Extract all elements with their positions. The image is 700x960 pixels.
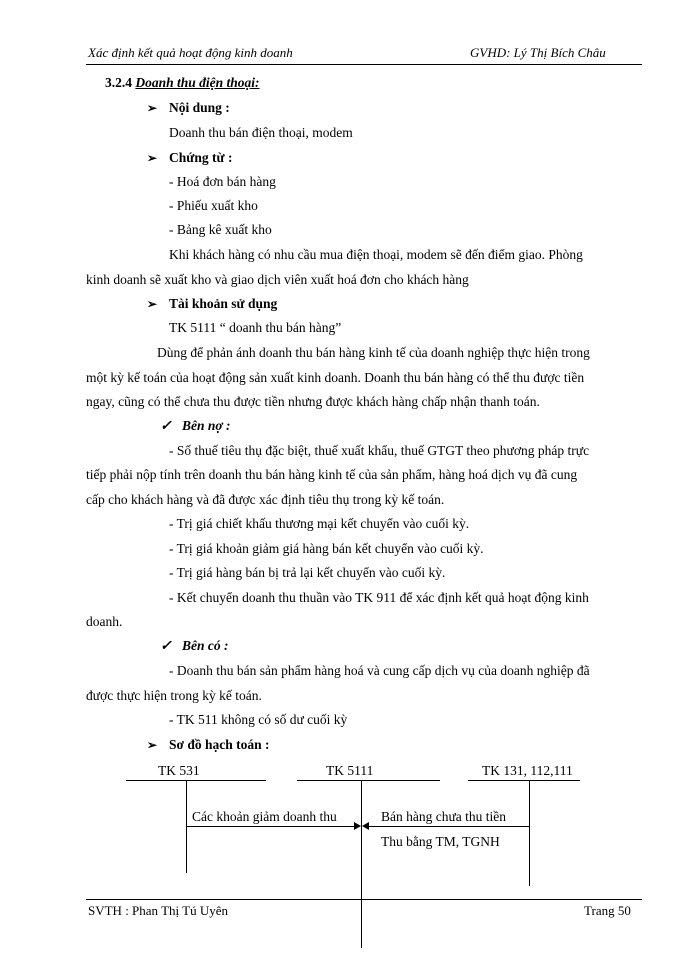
arrow-bullet-icon: ➢ xyxy=(147,151,158,165)
tai-khoan-desc-line2: một kỳ kế toán của hoạt động sản xuất kinh doanh. Doanh thu bán hàng có thể thu được tiền xyxy=(86,370,585,385)
flow-left-line xyxy=(186,826,354,827)
chung-tu-item: - Bảng kê xuất kho xyxy=(169,222,272,237)
tk-531-top-line xyxy=(126,780,266,781)
ben-co-heading: ✓ Bên có : xyxy=(160,638,229,654)
arrow-bullet-icon: ➢ xyxy=(147,101,158,115)
check-icon: ✓ xyxy=(160,419,172,434)
flow-left-label: Các khoản giảm doanh thu xyxy=(192,809,337,824)
flow-right-label-2: Thu bằng TM, TGNH xyxy=(381,834,500,849)
section-heading xyxy=(105,75,260,91)
tai-khoan-account: TK 5111 “ doanh thu bán hàng” xyxy=(169,320,342,335)
ben-no-p1-line3: cấp cho khách hàng và đã được xác định tiêu thụ trong kỳ kế toán. xyxy=(86,492,445,507)
ben-no-heading: ✓ Bên nợ : xyxy=(160,418,231,434)
header-left: Xác định kết quả hoạt động kinh doanh xyxy=(88,45,293,60)
ben-co-item2: - TK 511 không có số dư cuối kỳ xyxy=(169,712,348,727)
flow-right-line xyxy=(369,826,529,827)
ben-co-p1-line2: được thực hiện trong kỳ kế toán. xyxy=(86,688,262,703)
tk-531-label: TK 531 xyxy=(158,763,200,778)
tk-5111-top-line xyxy=(297,780,440,781)
header-right: GVHD: Lý Thị Bích Châu xyxy=(470,45,606,60)
tk-5111-label: TK 5111 xyxy=(326,763,374,778)
ben-no-item3: - Trị giá khoản giảm giá hàng bán kết chuyển vào cuối kỳ. xyxy=(169,541,484,556)
chung-tu-item: - Hoá đơn bán hàng xyxy=(169,174,276,189)
footer-right: Trang 50 xyxy=(584,903,631,918)
chung-tu-para-line2: kinh doanh sẽ xuất kho và giao dịch viên xuất hoá đơn cho khách hàng xyxy=(86,272,469,287)
ben-no-p1-line2: tiếp phải nộp tính trên doanh thu bán hàng kinh tế của sản phẩm, hàng hoá dịch vụ đã cung xyxy=(86,467,578,482)
ben-co-p1-line1: - Doanh thu bán sản phẩm hàng hoá và cung cấp dịch vụ của doanh nghiệp đã xyxy=(169,663,590,678)
header-rule xyxy=(86,64,642,65)
footer-left: SVTH : Phan Thị Tú Uyên xyxy=(88,903,228,918)
flow-right-label-1: Bán hàng chưa thu tiền xyxy=(381,809,507,824)
so-do-heading: ➢ Sơ đồ hạch toán : xyxy=(147,737,270,752)
chung-tu-item: - Phiếu xuất kho xyxy=(169,198,258,213)
tk-5111-axis xyxy=(361,780,362,948)
section-title: Doanh thu điện thoại: xyxy=(135,75,260,90)
ben-no-p1-line1: - Số thuế tiêu thụ đặc biệt, thuế xuất khẩu, thuế GTGT theo phương pháp trực xyxy=(169,443,590,458)
section-number: 3.2.4 xyxy=(105,75,132,90)
check-icon: ✓ xyxy=(160,639,172,654)
arrow-bullet-icon: ➢ xyxy=(147,738,158,752)
arrow-right-icon xyxy=(354,822,361,830)
noi-dung-text: Doanh thu bán điện thoại, modem xyxy=(169,125,353,140)
tk-131-label: TK 131, 112,111 xyxy=(482,763,573,778)
ben-no-item5-line1: - Kết chuyển doanh thu thuần vào TK 911 để xác định kết quả hoạt động kinh xyxy=(169,590,589,605)
footer-rule xyxy=(86,899,642,900)
ben-no-item5-line2: doanh. xyxy=(86,614,123,629)
ben-no-item2: - Trị giá chiết khấu thương mại kết chuyển vào cuối kỳ. xyxy=(169,516,470,531)
chung-tu-heading: ➢ Chứng từ : xyxy=(147,150,233,165)
noi-dung-heading: ➢ Nội dung : xyxy=(147,100,230,115)
chung-tu-para-line1: Khi khách hàng có nhu cầu mua điện thoại, modem sẽ đến điểm giao. Phòng xyxy=(169,247,583,262)
arrow-bullet-icon: ➢ xyxy=(147,297,158,311)
arrow-left-icon xyxy=(362,822,369,830)
tai-khoan-desc-line3: ngay, cũng có thể chưa thu được tiền nhưng được khách hàng chấp nhận thanh toán. xyxy=(86,394,540,409)
ben-no-item4: - Trị giá hàng bán bị trả lại kết chuyển vào cuối kỳ. xyxy=(169,565,446,580)
tk-131-top-line xyxy=(468,780,580,781)
tai-khoan-heading: ➢ Tài khoản sử dụng xyxy=(147,296,278,311)
tai-khoan-desc-line1: Dùng để phản ánh doanh thu bán hàng kinh tế của doanh nghiệp thực hiện trong xyxy=(157,345,590,360)
tk-131-axis xyxy=(529,780,530,886)
